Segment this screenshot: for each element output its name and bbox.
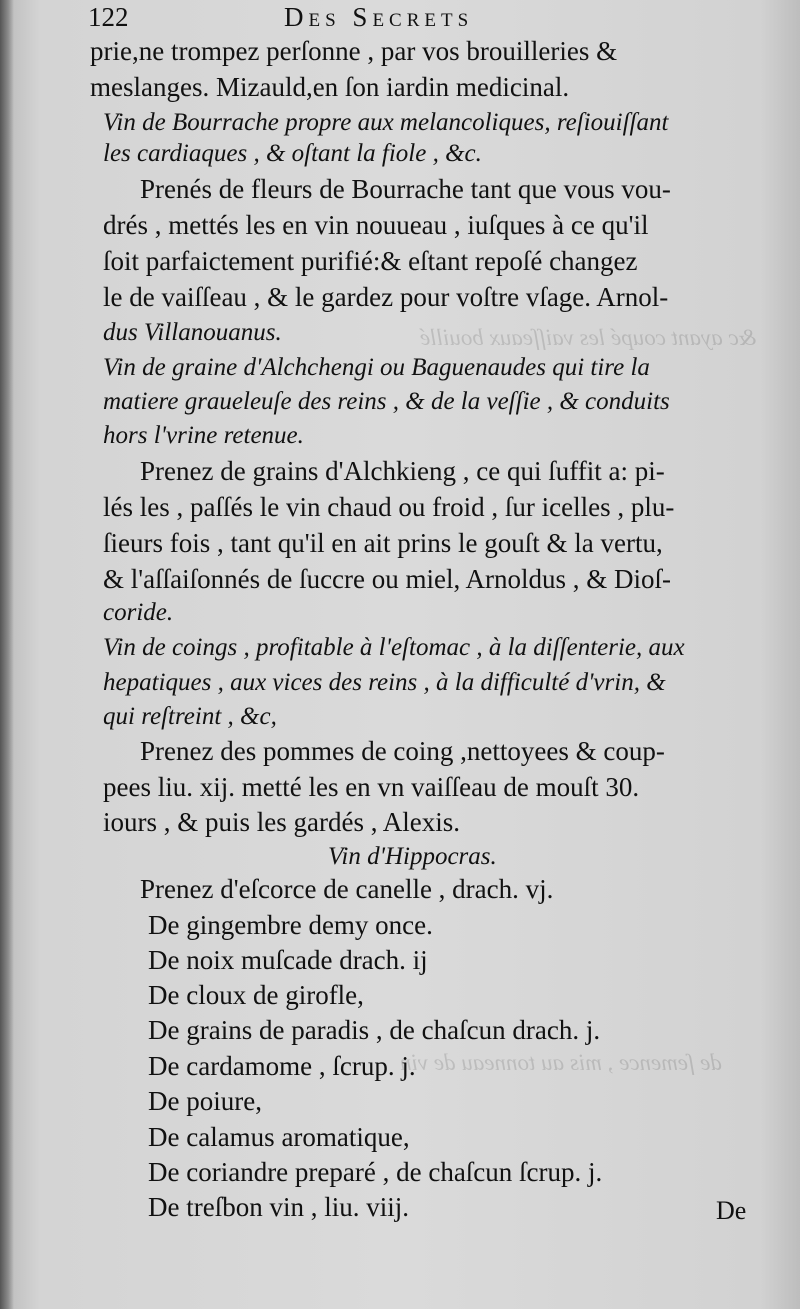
text-line: dus Villanouanus. — [103, 319, 282, 346]
show-through-text: &c ayant coupé les vaiſſeaux bouillé — [420, 325, 757, 350]
ingredient-line: De noix muſcade drach. ij — [148, 945, 428, 975]
recipe-title: Vin d'Hippocras. — [328, 843, 497, 870]
ingredient-line: De poiure, — [148, 1086, 262, 1116]
ingredient-line: De calamus aromatique, — [148, 1122, 410, 1152]
text-line: & l'aſſaiſonnés de ſuccre ou miel, Arnoldus , & Dioſ- — [103, 564, 672, 594]
text-line: ſieurs fois , tant qu'il en ait prins le gouſt & la vertu, — [103, 528, 663, 558]
section-heading-line: Vin de graine d'Alchchengi ou Baguenaudes qui tire la — [103, 354, 650, 381]
text-line: coride. — [103, 599, 174, 626]
text-line: Prenez de grains d'Alchkieng , ce qui ſuffit a: pi- — [140, 456, 665, 486]
ingredient-line: De grains de paradis , de chaſcun drach. j. — [148, 1015, 601, 1045]
text-line: meslanges. Mizauld,en ſon iardin medicinal. — [90, 72, 570, 102]
section-heading-line: Vin de coings , profitable à l'eſtomac , à la diſſenterie, aux — [103, 634, 685, 661]
ingredient-line: De treſbon vin , liu. viij. — [148, 1192, 409, 1222]
ingredient-line: De gingembre demy once. — [148, 910, 433, 940]
ingredient-line: De cardamome , ſcrup. j. — [148, 1051, 416, 1081]
running-head-title: Des Secrets — [284, 2, 474, 32]
ingredient-line: De coriandre preparé , de chaſcun ſcrup. j. — [148, 1157, 603, 1187]
text-line: Prenez des pommes de coing ,nettoyees & coup- — [140, 736, 665, 766]
ingredient-line: Prenez d'eſcorce de canelle , drach. vj. — [140, 874, 554, 904]
catchword: De — [716, 1196, 747, 1225]
show-through-text: de ſemence , mis au tonneau de vin — [400, 1050, 722, 1075]
ingredient-line: De cloux de girofle, — [148, 980, 364, 1010]
page-number: 122 — [88, 2, 129, 32]
section-heading-line: qui reſtreint , &c, — [103, 703, 277, 730]
text-line: le de vaiſſeau , & le gardez pour voſtre vſage. Arnol- — [103, 282, 669, 312]
running-header — [88, 2, 788, 36]
section-heading-line: hepatiques , aux vices des reins , à la difficulté d'vrin, & — [103, 669, 666, 696]
text-line: Prenés de fleurs de Bourrache tant que vous vou- — [140, 174, 671, 204]
section-heading-line: les cardiaques , & oſtant la fiole , &c. — [103, 140, 482, 167]
text-line: drés , mettés les en vin nouueau , iuſques à ce qu'il — [103, 210, 649, 240]
section-heading-line: hors l'vrine retenue. — [103, 422, 304, 449]
text-line: prie,ne trompez perſonne , par vos brouilleries & — [90, 36, 618, 66]
text-line: iours , & puis les gardés , Alexis. — [103, 807, 460, 837]
text-line: pees liu. xij. metté les en vn vaiſſeau de mouſt 30. — [103, 772, 640, 802]
section-heading-line: Vin de Bourrache propre aux melancoliques, reſiouiſſant — [103, 109, 669, 136]
text-line: ſoit parfaictement purifié:& eſtant repoſé changez — [103, 246, 638, 276]
section-heading-line: matiere graueleuſe des reins , & de la veſſie , & conduits — [103, 388, 670, 415]
text-line: lés les , paſſés le vin chaud ou froid , ſur icelles , plu- — [103, 492, 675, 522]
page-gutter-shadow — [0, 0, 14, 1309]
